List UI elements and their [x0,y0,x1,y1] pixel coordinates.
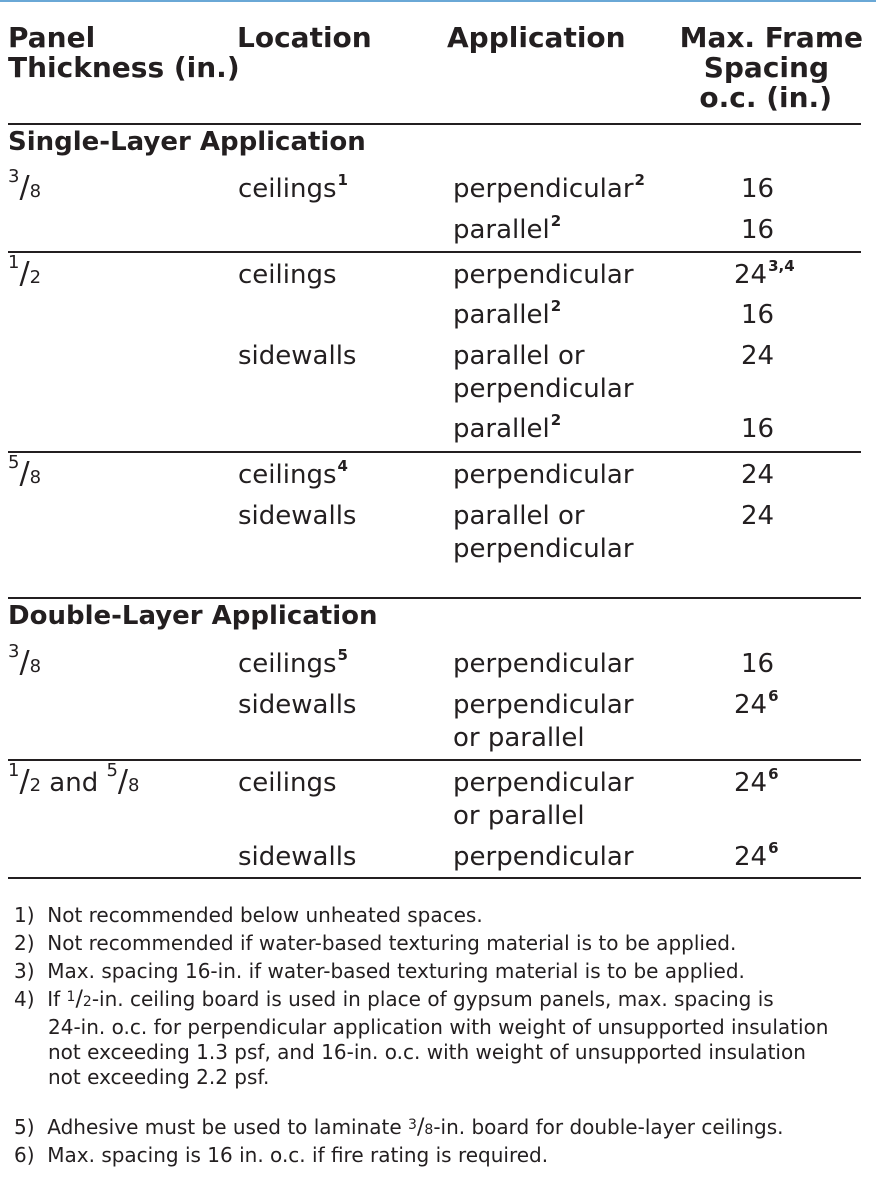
application-perpendicular: perpendicular [453,649,634,679]
location-ceilings: ceilings$^1$ [238,171,348,204]
application-perpendicular: perpendicular$^2$ [453,171,645,204]
location-sidewalls: sidewalls [238,501,357,531]
application-parallel: parallel$^2$ [453,212,562,245]
footnote-5: 5) Adhesive must be used to laminate $^3$/8-in. board for double-layer ceilings. [14,1115,784,1140]
application-perpendicular: perpendicular [453,534,634,564]
thickness-3-8: $^3$/8 [8,641,42,680]
location-sidewalls: sidewalls [238,842,357,872]
row-divider [8,451,861,453]
application-parallel-or: parallel or [453,341,585,371]
application-perpendicular: perpendicular [453,260,634,290]
spacing-value: 16 [741,649,775,679]
row-divider [8,251,861,253]
thickness-5-8: $^5$/8 [8,452,42,491]
spacing-value: $24^6$ [734,765,779,798]
spacing-value: 24 [741,341,775,371]
application-perpendicular: perpendicular [453,460,634,490]
section-double-layer: Double-Layer Application [8,601,378,631]
spacing-value: 16 [741,300,775,330]
application-parallel: parallel$^2$ [453,411,562,444]
application-perpendicular: perpendicular [453,374,634,404]
footnote-3: 3) Max. spacing 16-in. if water-based texturing material is to be applied. [14,959,745,983]
thickness-1-2-and-5-8: $^1$/2 and $^5$/8 [8,760,140,799]
spacing-value: 24 [741,501,775,531]
header-location: Location [237,21,372,54]
section-divider [8,597,861,599]
header-rule [8,123,861,125]
thickness-3-8: $^3$/8 [8,166,42,205]
spacing-value: 16 [741,414,775,444]
location-sidewalls: sidewalls [238,341,357,371]
section-single-layer: Single-Layer Application [8,127,366,157]
spacing-value: $24^6$ [734,839,779,872]
spacing-value: $24^6$ [734,687,779,720]
location-ceilings: ceilings$^5$ [238,646,348,679]
footnote-4: 4) If $^1$/2-in. ceiling board is used in place of gypsum panels, max. spacing is 24-in. o.c. for perpendicular application with weight of unsupported insulation not exceeding 1.3 psf, and 16-in. o.c. with weight of unsupported insulation not exceeding 2.2 psf. [14,987,829,1089]
application-or-parallel: or parallel [453,723,585,753]
spacing-value: 24$^{3,4}$ [734,257,795,290]
thickness-1-2: $^1$/2 [8,252,42,291]
location-ceilings: ceilings$^4$ [238,457,348,490]
spacing-value: 16 [741,174,775,204]
footnote-6: 6) Max. spacing is 16 in. o.c. if fire rating is required. [14,1143,549,1167]
application-parallel-or: parallel or [453,501,585,531]
location-ceilings: ceilings [238,260,337,290]
row-divider [8,759,861,761]
application-perpendicular: perpendicular [453,768,634,798]
spacing-value: 24 [741,460,775,490]
location-ceilings: ceilings [238,768,337,798]
location-sidewalls: sidewalls [238,690,357,720]
spacing-value: 16 [741,215,775,245]
application-or-parallel: or parallel [453,801,585,831]
application-perpendicular: perpendicular [453,690,634,720]
top-accent-line [0,0,876,2]
header-max-spacing: Max. Frame Spacing o.c. (in.) [679,21,863,114]
application-parallel: parallel$^2$ [453,297,562,330]
table-bottom-rule [8,877,861,879]
footnote-2: 2) Not recommended if water-based texturing material is to be applied. [14,931,737,955]
header-panel-thickness: Panel Thickness (in.) [8,21,240,84]
header-application: Application [447,21,626,54]
footnote-1: 1) Not recommended below unheated spaces. [14,903,483,927]
application-perpendicular: perpendicular [453,842,634,872]
